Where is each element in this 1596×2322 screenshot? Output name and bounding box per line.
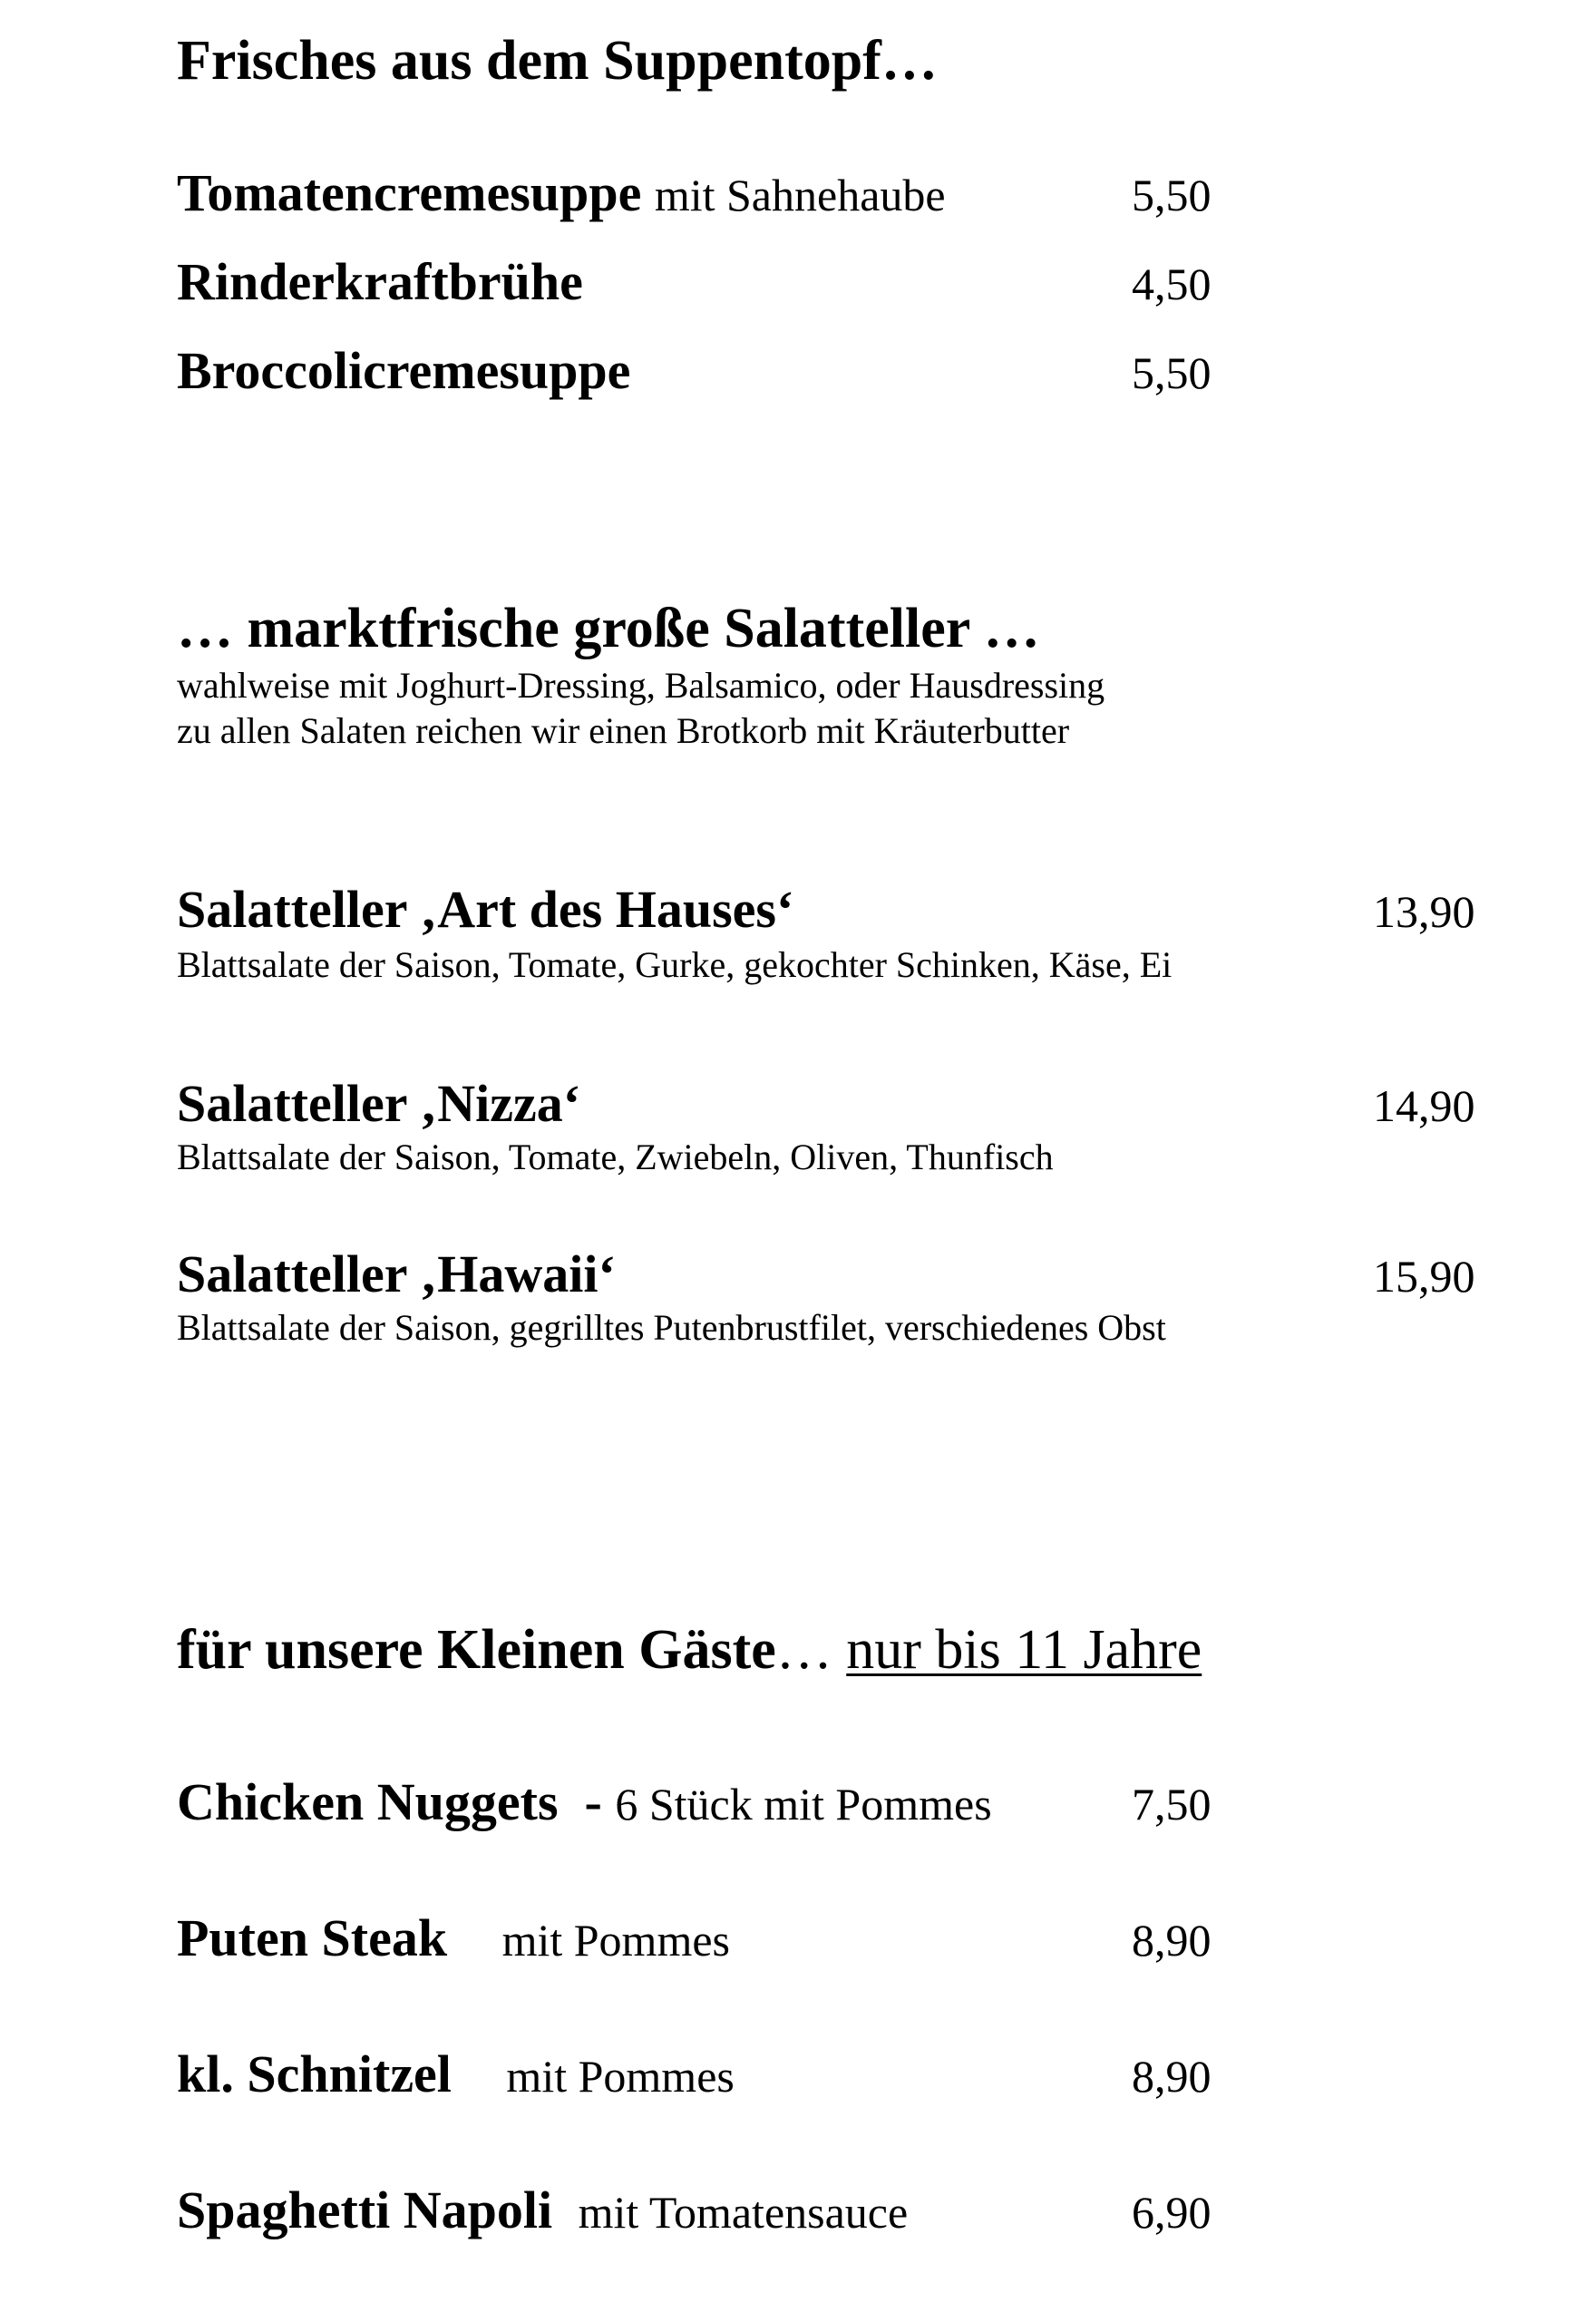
item-price: 14,90 [1373, 1080, 1475, 1131]
item-price: 7,50 [1132, 1779, 1212, 1829]
item-description: Blattsalate der Saison, Tomate, Gurke, gekochter Schinken, Käse, Ei [177, 944, 1173, 985]
item-name: Tomatencremesuppe [177, 163, 642, 222]
menu-item-broccolicremesuppe [177, 341, 631, 400]
kids-age-limit: nur bis 11 Jahre [846, 1619, 1202, 1681]
item-price: 8,90 [1132, 2051, 1212, 2102]
item-name: Puten Steak [177, 1908, 448, 1967]
menu-item-salat-nizza [177, 1074, 581, 1133]
kids-title [177, 1619, 1202, 1681]
item-description: mit Sahnehaube [654, 170, 946, 220]
item-name: Chicken Nuggets [177, 1772, 559, 1831]
menu-item-tomatencremesuppe [177, 163, 946, 222]
item-description: Blattsalate der Saison, gegrilltes Putenbrustfilet, verschiedenes Obst [177, 1307, 1166, 1348]
salads-note-bread: zu allen Salaten reichen wir einen Brotkorb mit Kräuterbutter [177, 710, 1070, 751]
item-price: 4,50 [1132, 259, 1212, 309]
item-name: Salatteller ‚Hawaii‘ [177, 1244, 616, 1303]
item-description: 6 Stück mit Pommes [615, 1779, 992, 1829]
kids-title-ellipsis: … [775, 1619, 847, 1681]
menu-item-salat-art-des-hauses [177, 880, 794, 939]
item-price: 6,90 [1132, 2187, 1212, 2238]
salads-note-dressing: wahlweise mit Joghurt-Dressing, Balsamico, oder Hausdressing [177, 665, 1105, 706]
item-price: 5,50 [1132, 170, 1212, 220]
menu-item-rinderkraftbruehe [177, 252, 583, 311]
item-price: 8,90 [1132, 1915, 1212, 1966]
salads-title: … marktfrische große Salatteller … [177, 598, 1040, 659]
item-description: Blattsalate der Saison, Tomate, Zwiebeln, Oliven, Thunfisch [177, 1137, 1054, 1177]
item-name: Broccolicremesuppe [177, 341, 631, 400]
item-description: mit Pommes [501, 1915, 730, 1966]
menu-item-puten-steak [177, 1908, 730, 1967]
item-name: Spaghetti Napoli [177, 2181, 553, 2239]
item-name: Rinderkraftbrühe [177, 252, 583, 311]
item-price: 13,90 [1373, 886, 1475, 937]
soups-title: Frisches aus dem Suppentopf… [177, 30, 938, 92]
item-name: Salatteller ‚Nizza‘ [177, 1074, 581, 1133]
menu-item-kl-schnitzel [177, 2044, 735, 2103]
item-dash: - [558, 1772, 616, 1831]
menu-item-salat-hawaii [177, 1244, 616, 1303]
item-description: mit Tomatensauce [578, 2187, 909, 2238]
item-price: 5,50 [1132, 347, 1212, 398]
menu-item-spaghetti-napoli [177, 2181, 909, 2239]
item-name: kl. Schnitzel [177, 2044, 452, 2103]
item-name: Salatteller ‚Art des Hauses‘ [177, 880, 794, 939]
menu-item-chicken-nuggets [177, 1772, 992, 1831]
kids-title-main: für unsere Kleinen Gäste [177, 1619, 776, 1681]
item-description: mit Pommes [506, 2051, 735, 2102]
item-price: 15,90 [1373, 1251, 1475, 1302]
